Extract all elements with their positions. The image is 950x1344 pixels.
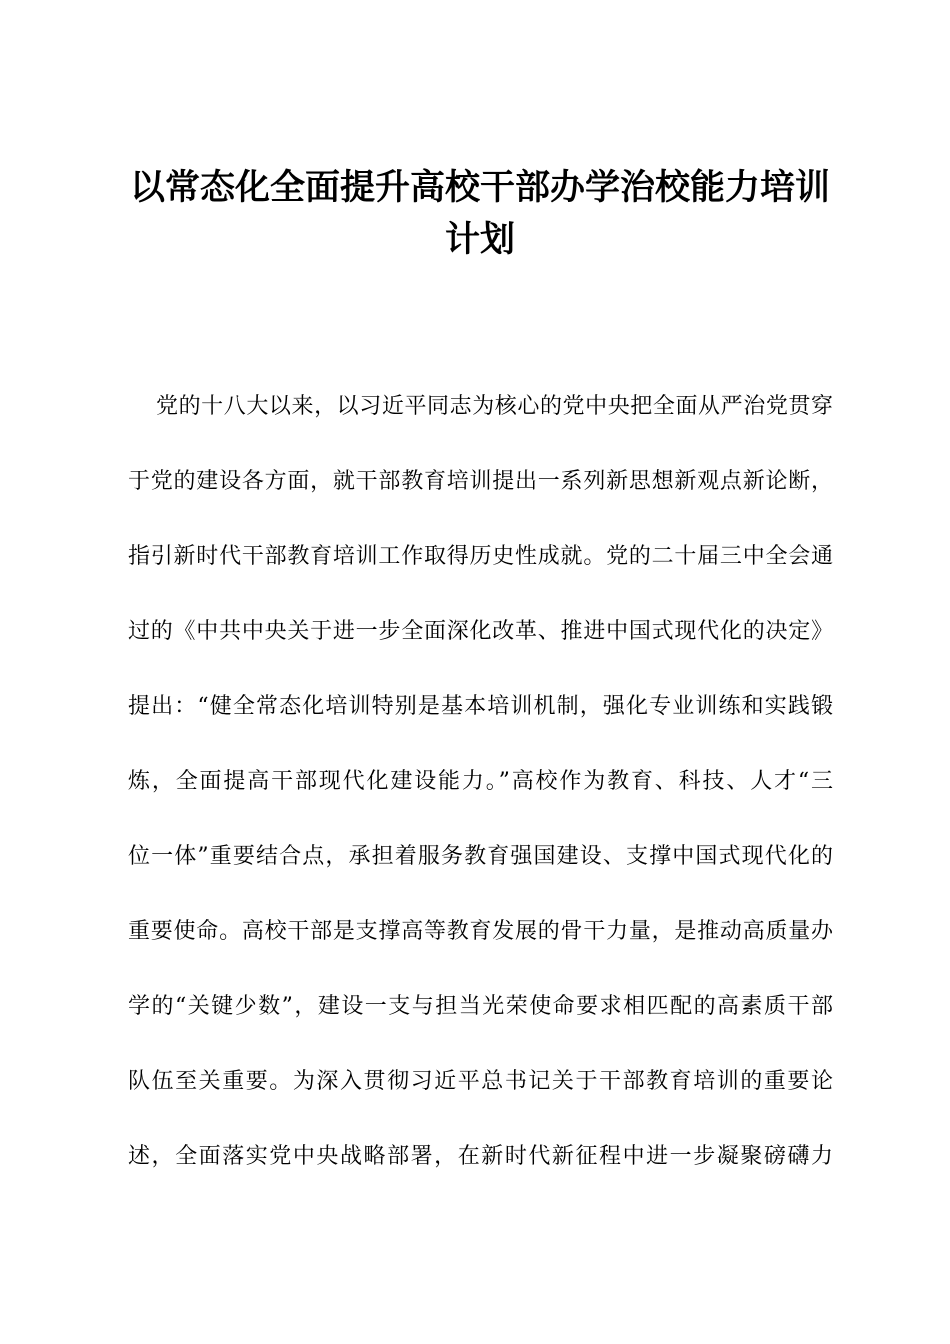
paragraph-line: 述，全面落实党中央战略部署，在新时代新征程中进一步凝聚磅礴力 — [128, 1144, 833, 1169]
paragraph-line: 重要使命。高校干部是支撑高等教育发展的骨干力量，是推动高质量办 — [128, 919, 833, 944]
paragraph-line: 队伍至关重要。为深入贯彻习近平总书记关于干部教育培训的重要论 — [128, 1069, 833, 1094]
paragraph-line: 指引新时代干部教育培训工作取得历史性成就。党的二十届三中全会通 — [128, 544, 833, 569]
paragraph-line: 提出：“健全常态化培训特别是基本培训机制，强化专业训练和实践锻 — [128, 694, 833, 719]
document-title-line-2: 计划 — [444, 219, 515, 260]
paragraph-line: 学的“关键少数”，建设一支与担当光荣使命要求相匹配的高素质干部 — [128, 994, 833, 1019]
paragraph-line: 于党的建设各方面，就干部教育培训提出一系列新思想新观点新论断， — [128, 469, 833, 494]
paragraph-line: 炼，全面提高干部现代化建设能力。”高校作为教育、科技、人才“三 — [128, 769, 833, 794]
document-title-line-1: 以常态化全面提升高校干部办学治校能力培训 — [129, 167, 830, 208]
paragraph-line: 位一体”重要结合点，承担着服务教育强国建设、支撑中国式现代化的 — [128, 844, 833, 869]
paragraph-line: 党的十八大以来，以习近平同志为核心的党中央把全面从严治党贯穿 — [156, 394, 833, 419]
paragraph-line: 过的《中共中央关于进一步全面深化改革、推进中国式现代化的决定》 — [128, 619, 833, 644]
